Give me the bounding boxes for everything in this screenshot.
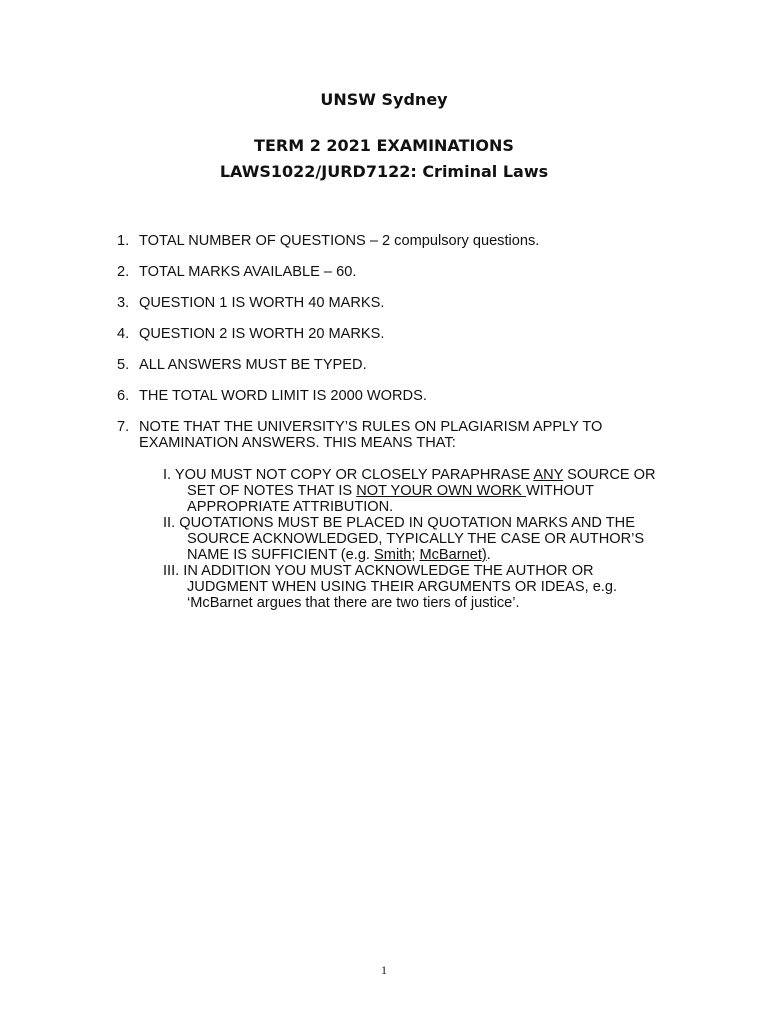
instruction-text: QUESTION 1 IS WORTH 40 MARKS. xyxy=(139,295,385,311)
exam-term-title: TERM 2 2021 EXAMINATIONS xyxy=(254,136,514,155)
example-smith: Smith xyxy=(374,547,412,563)
instructions-list xyxy=(117,233,677,626)
instruction-text: TOTAL MARKS AVAILABLE – 60. xyxy=(139,264,357,280)
instruction-item-plagiarism xyxy=(117,419,677,611)
course-title: LAWS1022/JURD7122: Criminal Laws xyxy=(219,162,549,181)
instruction-item xyxy=(117,295,677,311)
emphasis-not-your-own-work: NOT YOUR OWN WORK xyxy=(356,483,526,499)
instruction-number: 6. xyxy=(117,388,130,404)
instruction-item xyxy=(117,388,677,404)
instruction-text: QUESTION 2 IS WORTH 20 MARKS. xyxy=(139,326,385,342)
emphasis-any: ANY xyxy=(533,467,564,483)
instruction-text: TOTAL NUMBER OF QUESTIONS – 2 compulsory questions. xyxy=(139,233,540,249)
example-mcbarnet: McBarnet) xyxy=(419,547,487,563)
university-title: UNSW Sydney xyxy=(320,90,448,109)
plagiarism-rules xyxy=(139,467,677,611)
plagiarism-rule-1: I. YOU MUST NOT COPY OR CLOSELY PARAPHRASE ANY SOURCE OR SET OF NOTES THAT IS NOT YOUR OWN WORK WITHOUT APPROPRIATE ATTRIBUTION. xyxy=(163,467,656,515)
instruction-number: 4. xyxy=(117,326,130,342)
instruction-item xyxy=(117,357,677,373)
plagiarism-rule-3: III. IN ADDITION YOU MUST ACKNOWLEDGE THE AUTHOR OR JUDGMENT WHEN USING THEIR ARGUMENTS OR IDEAS, e.g. ‘McBarnet argues that there are two tiers of justice’. xyxy=(163,563,618,611)
instruction-text: ALL ANSWERS MUST BE TYPED. xyxy=(139,357,367,373)
plagiarism-rule-2: II. QUOTATIONS MUST BE PLACED IN QUOTATION MARKS AND THE SOURCE ACKNOWLEDGED, TYPICALLY THE CASE OR AUTHOR’S NAME IS SUFFICIENT (e.g. Smith; McBarnet). xyxy=(163,515,645,563)
instruction-number: 2. xyxy=(117,264,130,280)
instruction-item xyxy=(117,326,677,342)
instruction-item xyxy=(117,264,677,280)
instruction-text: THE TOTAL WORD LIMIT IS 2000 WORDS. xyxy=(139,388,427,404)
instruction-content xyxy=(139,419,677,611)
instruction-item xyxy=(117,233,677,249)
instruction-text: NOTE THAT THE UNIVERSITY’S RULES ON PLAGIARISM APPLY TO EXAMINATION ANSWERS. THIS MEANS THAT: xyxy=(139,419,603,451)
instruction-number: 5. xyxy=(117,357,130,373)
instruction-number: 7. xyxy=(117,419,130,435)
instruction-number: 1. xyxy=(117,233,130,249)
page-number: 1 xyxy=(381,963,387,977)
instruction-number: 3. xyxy=(117,295,130,311)
